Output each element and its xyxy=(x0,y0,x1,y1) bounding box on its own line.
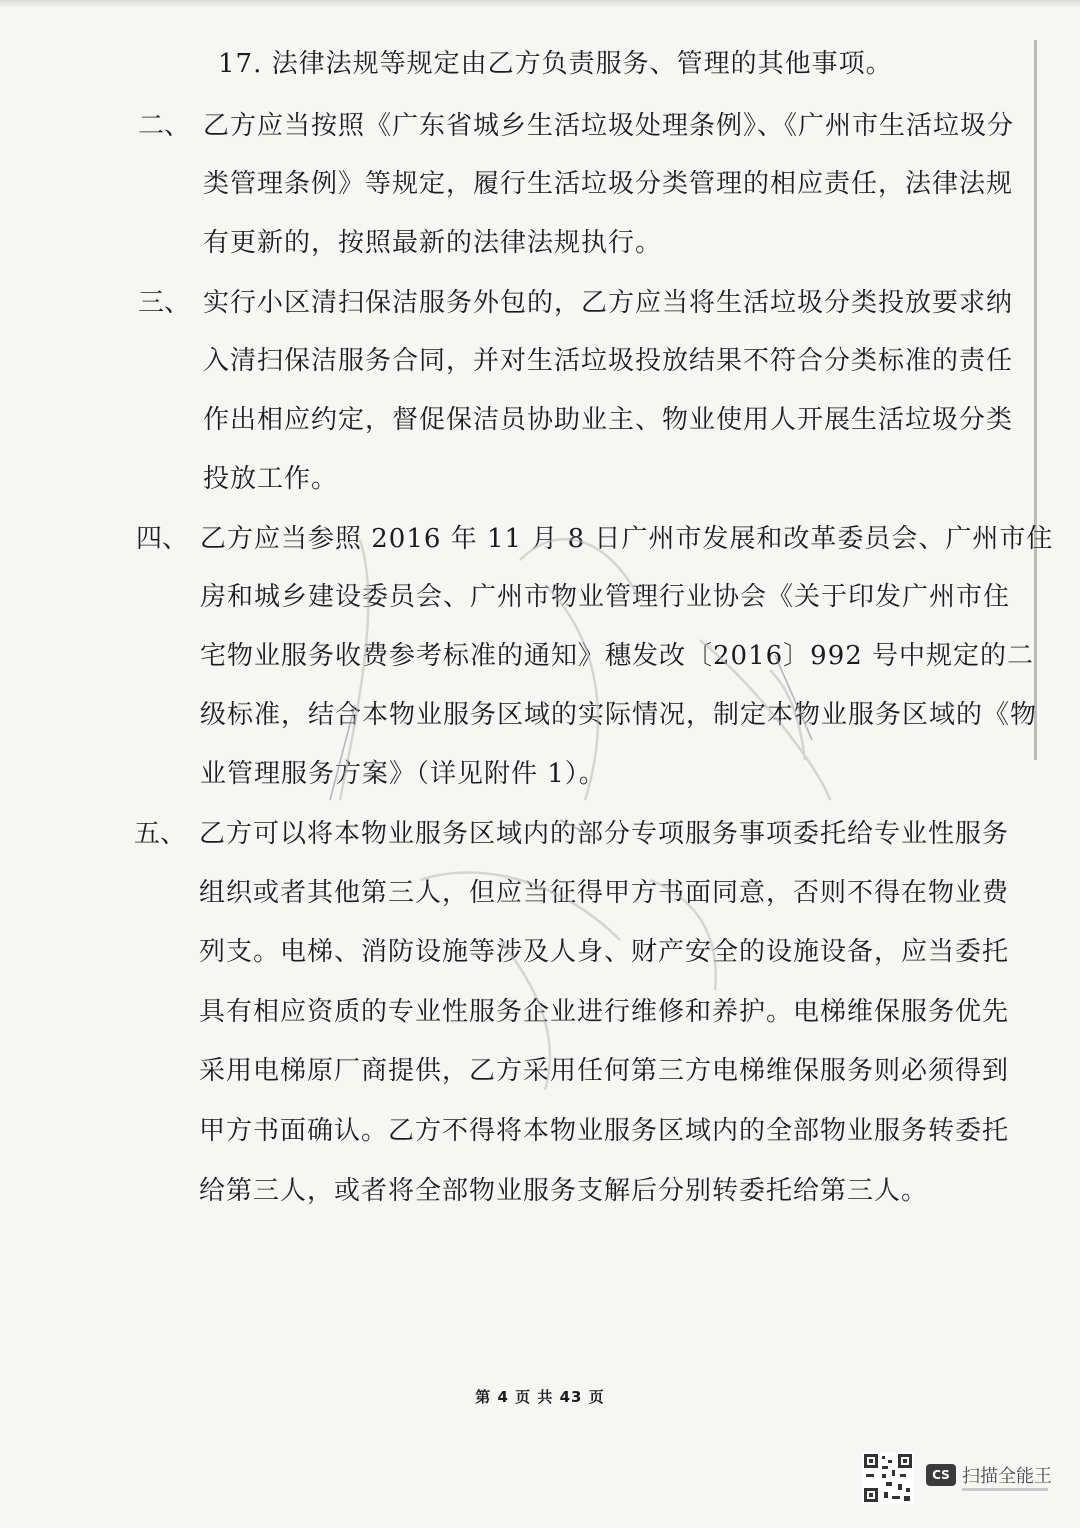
item-17: 17. 法律法规等规定由乙方负责服务、管理的其他事项。 xyxy=(218,49,893,79)
section-2-marker: 二、 xyxy=(138,111,191,141)
section-3-line-1: 实行小区清扫保洁服务外包的，乙方应当将生活垃圾分类投放要求纳 xyxy=(203,288,1014,318)
watermark-underline xyxy=(962,1488,1048,1491)
section-4-marker: 四、 xyxy=(136,524,189,554)
section-3-line-4: 投放工作。 xyxy=(203,464,339,494)
section-4-line-1: 乙方应当参照 2016 年 11 月 8 日广州市发展和改革委员会、广州市住 xyxy=(200,524,1054,554)
section-2-line-1: 乙方应当按照《广东省城乡生活垃圾处理条例》、《广州市生活垃圾分 xyxy=(203,111,1015,141)
page-number: 第 4 页 共 43 页 xyxy=(475,1388,605,1406)
section-5-line-6: 甲方书面确认。乙方不得将本物业服务区域内的全部物业服务转委托 xyxy=(199,1116,1010,1146)
section-3-line-2: 入清扫保洁服务合同，并对生活垃圾投放结果不符合分类标准的责任 xyxy=(203,346,1014,376)
section-4-line-5: 业管理服务方案》（详见附件 1）。 xyxy=(200,759,606,789)
section-3-marker: 三、 xyxy=(138,288,191,318)
section-5-line-1: 乙方可以将本物业服务区域内的部分专项服务事项委托给专业性服务 xyxy=(199,819,1010,849)
scanner-watermark xyxy=(862,1452,1062,1510)
camscanner-logo-icon: CS xyxy=(926,1464,956,1486)
section-2-line-3: 有更新的，按照最新的法律法规执行。 xyxy=(203,228,663,258)
scan-right-edge xyxy=(1034,40,1037,760)
section-5-line-3: 列支。电梯、消防设施等涉及人身、财产安全的设施设备，应当委托 xyxy=(199,937,1010,967)
section-5-line-7: 给第三人，或者将全部物业服务支解后分别转委托给第三人。 xyxy=(199,1176,929,1206)
section-4-line-3: 宅物业服务收费参考标准的通知》穗发改〔2016〕992 号中规定的二 xyxy=(200,641,1035,671)
section-2-line-2: 类管理条例》等规定，履行生活垃圾分类管理的相应责任，法律法规 xyxy=(203,169,1014,199)
qr-code-icon xyxy=(862,1452,914,1504)
section-4-line-2: 房和城乡建设委员会、广州市物业管理行业协会《关于印发广州市住 xyxy=(200,582,1011,612)
section-5-marker: 五、 xyxy=(134,819,187,849)
section-4-line-4: 级标准，结合本物业服务区域的实际情况，制定本物业服务区域的《物 xyxy=(200,700,1038,730)
section-3-line-3: 作出相应约定，督促保洁员协助业主、物业使用人开展生活垃圾分类 xyxy=(203,405,1014,435)
section-5-line-2: 组织或者其他第三人，但应当征得甲方书面同意，否则不得在物业费 xyxy=(199,878,1010,908)
section-5-line-4: 具有相应资质的专业性服务企业进行维修和养护。电梯维保服务优先 xyxy=(199,997,1010,1027)
scan-top-shadow xyxy=(0,0,1080,8)
section-5-line-5: 采用电梯原厂商提供，乙方采用任何第三方电梯维保服务则必须得到 xyxy=(199,1056,1010,1086)
scanner-app-name: 扫描全能王 xyxy=(962,1466,1052,1487)
